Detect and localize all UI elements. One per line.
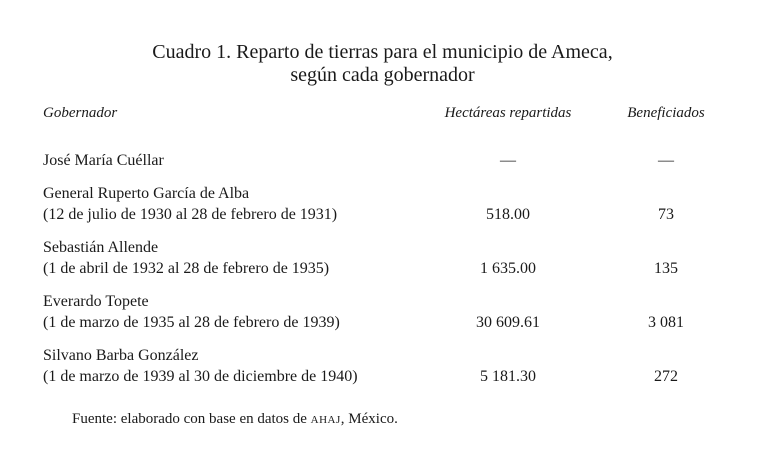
table-title-line-1: Cuadro 1. Reparto de tierras para el municipio de Ameca, bbox=[152, 41, 613, 63]
hectareas-value: 1 635.00 bbox=[480, 260, 536, 277]
beneficiados-value: 3 081 bbox=[648, 314, 684, 331]
governor-period: (1 de abril de 1932 al 28 de febrero de 1935) bbox=[43, 260, 330, 277]
governor-name: Silvano Barba González bbox=[43, 347, 199, 364]
column-header-hectareas: Hectáreas repartidas bbox=[444, 105, 572, 121]
hectareas-value: 518.00 bbox=[486, 206, 530, 223]
source-note bbox=[72, 409, 398, 430]
governor-name: Everardo Topete bbox=[43, 293, 149, 310]
table-title-line-2: según cada gobernador bbox=[290, 64, 475, 86]
governor-name: José María Cuéllar bbox=[43, 152, 164, 169]
governor-name: Sebastián Allende bbox=[43, 239, 159, 256]
beneficiados-value: 135 bbox=[654, 260, 678, 277]
hectareas-value: 30 609.61 bbox=[476, 314, 540, 331]
hectareas-value: 5 181.30 bbox=[480, 368, 536, 385]
governor-name: General Ruperto García de Alba bbox=[43, 185, 250, 202]
column-header-beneficiados: Beneficiados bbox=[627, 105, 705, 121]
source-archive-abbrev: AHAJ bbox=[310, 414, 341, 426]
beneficiados-value: 73 bbox=[658, 206, 674, 223]
hectareas-value: — bbox=[500, 152, 516, 169]
beneficiados-value: — bbox=[658, 152, 674, 169]
column-header-gobernador: Gobernador bbox=[43, 105, 118, 121]
source-note-suffix: , México. bbox=[340, 411, 398, 427]
beneficiados-value: 272 bbox=[654, 368, 678, 385]
governor-period: (1 de marzo de 1935 al 28 de febrero de 1939) bbox=[43, 314, 340, 331]
source-note-prefix: Fuente: elaborado con base en datos de bbox=[72, 411, 311, 427]
governor-period: (12 de julio de 1930 al 28 de febrero de 1931) bbox=[43, 206, 338, 223]
governor-period: (1 de marzo de 1939 al 30 de diciembre de 1940) bbox=[43, 368, 358, 385]
